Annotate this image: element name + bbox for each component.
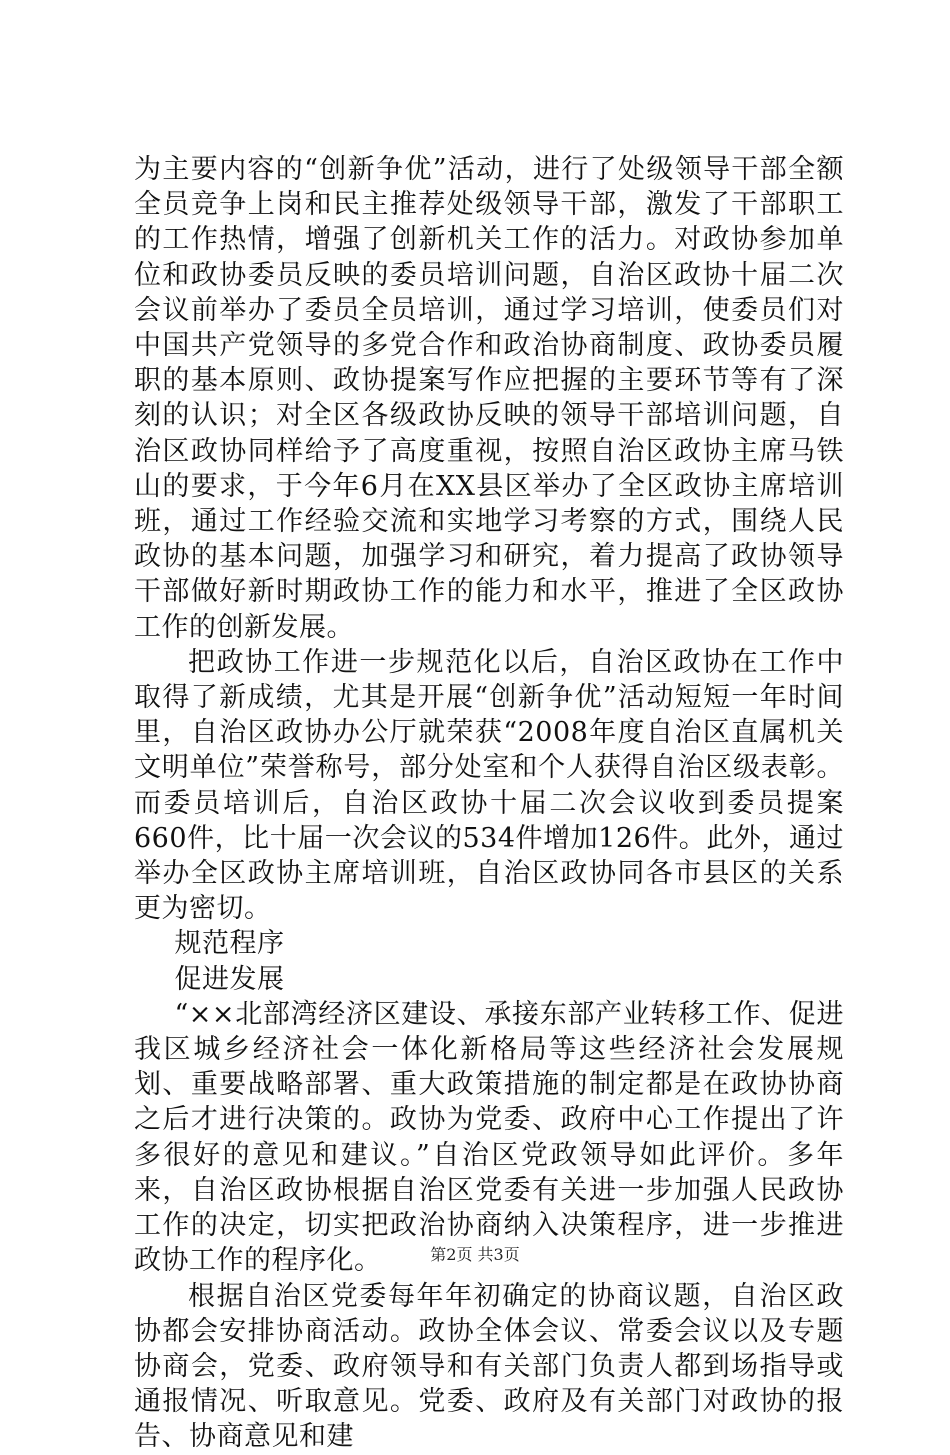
paragraph-2: 把政协工作进一步规范化以后，自治区政协在工作中取得了新成绩，尤其是开展“创新争优”活动短短一年时间里，自治区政协办公厅就荣获“2008年度自治区直属机关文明单位”荣誉称号，部分处室和个人获得自治区级表彰。而委员培训后，自治区政协十届二次会议收到委员提案660件，比十届一次会议的534件增加126件。此外，通过举办全区政协主席培训班，自治区政协同各市县区的关系更为密切。 bbox=[134, 646, 844, 925]
paragraph-3: “××北部湾经济区建设、承接东部产业转移工作、促进我区城乡经济社会一体化新格局等这些经济社会发展规划、重要战略部署、重大政策措施的制定都是在政协协商之后才进行决策的。政协为党委、政府中心工作提出了许多很好的意见和建议。”自治区党政领导如此评价。多年来，自治区政协根据自治区党委有关进一步加强人民政协工作的决定，切实把政治协商纳入决策程序，进一步推进政协工作的程序化。 bbox=[134, 998, 844, 1277]
paragraph-1: 为主要内容的“创新争优”活动，进行了处级领导干部全额全员竞争上岗和民主推荐处级领导干部，激发了干部职工的工作热情，增强了创新机关工作的活力。对政协参加单位和政协委员反映的委员培训问题，自治区政协十届二次会议前举办了委员全员培训，通过学习培训，使委员们对中国共产党领导的多党合作和政治协商制度、政协委员履职的基本原则、政协提案写作应把握的主要环节等有了深刻的认识；对全区各级政协反映的领导干部培训问题，自治区政协同样给予了高度重视，按照自治区政协主席马铁山的要求，于今年6月在XX县区举办了全区政协主席培训班，通过工作经验交流和实地学习考察的方式，围绕人民政协的基本问题，加强学习和研究，着力提高了政协领导干部做好新时期政协工作的能力和水平，推进了全区政协工作的创新发展。 bbox=[134, 154, 844, 643]
paragraph-4: 根据自治区党委每年年初确定的协商议题，自治区政协都会安排协商活动。政协全体会议、常委会议以及专题协商会，党委、政府领导和有关部门负责人都到场指导或通报情况、听取意见。党委、政府及有关部门对政协的报告、协商意见和建 bbox=[134, 1280, 844, 1453]
page-number: 第2页 共3页 bbox=[430, 1245, 520, 1264]
subheading-1: 规范程序 bbox=[174, 928, 285, 960]
subheading-2: 促进发展 bbox=[174, 963, 285, 995]
